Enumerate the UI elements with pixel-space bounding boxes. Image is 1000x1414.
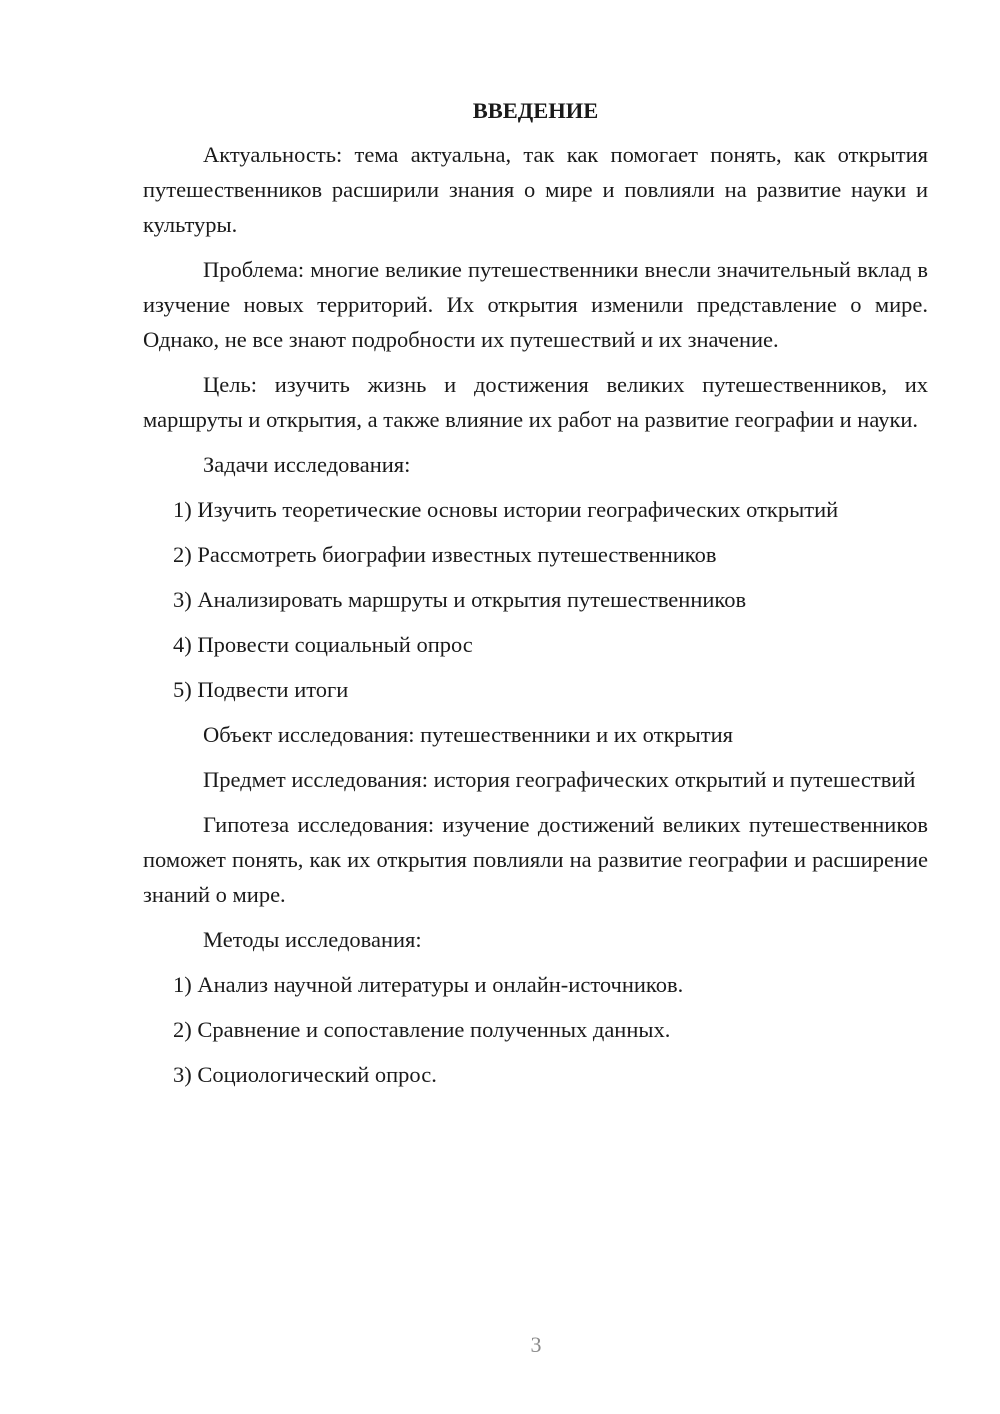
method-item-3: 3) Социологический опрос. bbox=[173, 1062, 437, 1087]
task-item-1: 1) Изучить теоретические основы истории географических открытий bbox=[173, 497, 839, 522]
subject-paragraph: Предмет исследования: история географических открытий и путешествий bbox=[203, 767, 916, 792]
page-number: 3 bbox=[530, 1332, 542, 1357]
relevance-paragraph: Актуальность: тема актуальна, так как помогает понять, как открытия путешественников расширили знания о мире и повлияли на развитие науки и культуры. bbox=[143, 142, 928, 237]
object-line: Объект исследования: путешественники и их открытия bbox=[203, 722, 733, 747]
task-item-3: 3) Анализировать маршруты и открытия путешественников bbox=[173, 587, 747, 612]
goal-paragraph: Цель: изучить жизнь и достижения великих путешественников, их маршруты и открытия, а также влияние их работ на развитие географии и науки. bbox=[143, 372, 928, 432]
methods-heading: Методы исследования: bbox=[203, 927, 422, 952]
hypothesis-paragraph: Гипотеза исследования: изучение достижений великих путешественников поможет понять, как их открытия повлияли на развитие географии и расширение знаний о мире. bbox=[143, 812, 928, 907]
method-item-2: 2) Сравнение и сопоставление полученных данных. bbox=[173, 1017, 671, 1042]
document-page bbox=[143, 96, 928, 1102]
task-item-4: 4) Провести социальный опрос bbox=[173, 632, 473, 657]
task-item-2: 2) Рассмотреть биографии известных путешественников bbox=[173, 542, 717, 567]
problem-paragraph: Проблема: многие великие путешественники внесли значительный вклад в изучение новых территорий. Их открытия изменили представление о мире. Однако, не все знают подробности их путешествий и их значение. bbox=[143, 257, 928, 352]
section-heading: ВВЕДЕНИЕ bbox=[472, 98, 599, 123]
task-item-5: 5) Подвести итоги bbox=[173, 677, 349, 702]
tasks-heading: Задачи исследования: bbox=[203, 452, 411, 477]
method-item-1: 1) Анализ научной литературы и онлайн-источников. bbox=[173, 972, 684, 997]
